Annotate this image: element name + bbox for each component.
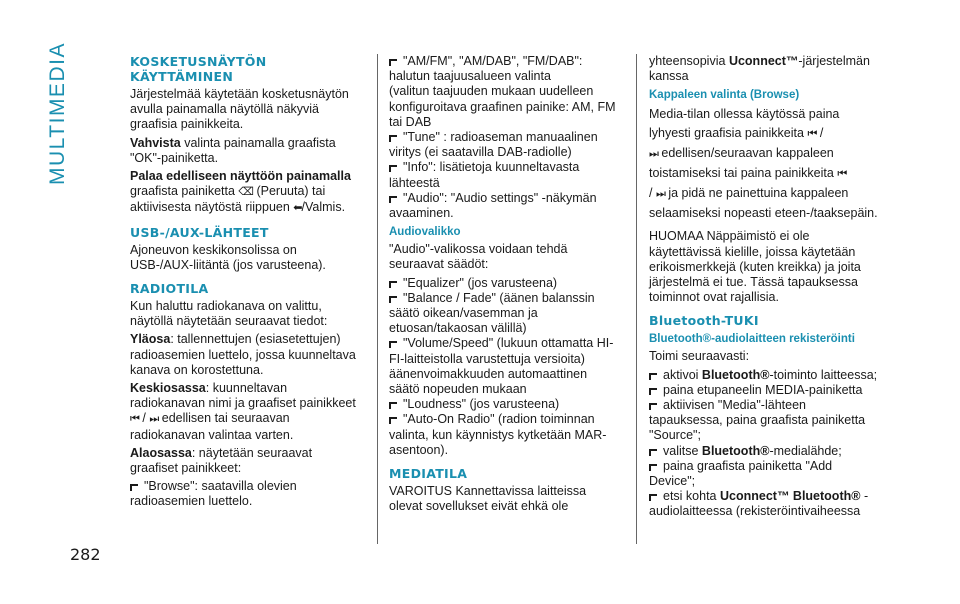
back-arrow-icon: ⬅ <box>293 202 302 215</box>
text-b6d: audiolaitteessa (rekisteröintivaiheessa <box>649 504 861 519</box>
text-b4c: -medialähde; <box>769 443 842 458</box>
list-item <box>389 191 621 221</box>
text-k2: edellisen/seuraavan kappaleen <box>661 146 834 161</box>
heading-kappaleen: Kappaleen valinta (Browse) <box>649 89 800 102</box>
bullet-mark-icon <box>389 133 399 142</box>
bullet-mark-icon <box>649 401 659 410</box>
list-item <box>649 368 881 383</box>
label-keskiosa: Keskiosassa <box>130 381 206 396</box>
list-item <box>389 130 621 160</box>
backspace-icon: ⌫ <box>238 186 253 199</box>
paragraph-varoitus: VAROITUS Kannettavissa laitteissa olevat sovellukset eivät ehkä ole <box>389 484 587 514</box>
text-tune: "Tune" : radioaseman manuaalinen viritys (ei saatavilla DAB-radiolle) <box>389 130 598 160</box>
paragraph-huomaa: HUOMAA Näppäimistö ei ole käytettävissä kielille, joissa käytetään erikoismerkkejä (kuten kreikka) ja joita järjestelmä ei tue. Tässä tapauksessa toiminnot ovat rajallisia. <box>649 229 861 305</box>
text-audio: "Audio": "Audio settings" -näkymän avaaminen. <box>389 190 597 221</box>
text-compat-1: yhteensopivia <box>649 54 726 68</box>
skip-next-icon: ⏭ <box>655 188 665 201</box>
page-number: 282 <box>70 545 101 564</box>
paragraph-keskiosa <box>130 381 362 443</box>
text-slash: / <box>819 126 824 141</box>
text-browse: "Browse": saatavilla olevien radioasemien luettelo. <box>130 479 297 509</box>
paragraph-ylaosa <box>130 332 362 378</box>
paragraph-radio: Kun haluttu radiokanava on valittu, näytöllä näytetään seuraavat tiedot: <box>130 299 328 329</box>
text-balance: "Balance / Fade" (äänen balanssin säätö oikean/vasemman ja etuosan/takaosan välillä) <box>389 290 595 336</box>
list-item <box>130 479 362 509</box>
skip-next-icon: ⏭ <box>149 413 159 426</box>
text-palaa-2: (Peruuta) tai aktiivisesta näytöstä riippuen <box>130 184 326 215</box>
text-slash: / <box>649 186 653 201</box>
bullet-mark-icon <box>389 400 399 409</box>
paragraph-compat <box>649 54 881 84</box>
column-2 <box>389 54 621 517</box>
bullet-mark-icon <box>389 339 399 348</box>
bullet-mark-icon <box>649 492 659 501</box>
paragraph-audio: "Audio"-valikossa voidaan tehdä seuraavat säädöt: <box>389 242 568 272</box>
text-b4b: Bluetooth® <box>701 443 770 458</box>
label-alaosa: Alaosassa <box>130 445 192 460</box>
list-item <box>389 54 621 130</box>
paragraph-browse <box>649 105 881 223</box>
paragraph-touchscreen: Järjestelmää käytetään kosketusnäytön avulla painamalla näytöllä näkyviä graafisia painikkeita. <box>130 87 349 132</box>
text-keskiosa-2: edellisen tai seuraavan radiokanavan valintaa varten. <box>130 411 294 442</box>
text-b3: aktiivisen "Media"-lähteen tapauksessa, paina graafista painiketta "Source"; <box>649 398 866 443</box>
list-item <box>389 276 621 291</box>
paragraph-toimi: Toimi seuraavasti: <box>649 349 750 364</box>
text-alaosa: : näytetään seuraavat graafiset painikkeet: <box>130 445 313 476</box>
text-am-fm-2: (valitun taajuuden mukaan uudelleen konfiguroitava graafinen painike: AM, FM tai DAB <box>389 84 616 129</box>
bullet-mark-icon <box>649 447 659 456</box>
text-info: "Info": lisätietoja kuunneltavasta lähteestä <box>389 160 580 190</box>
text-k1: Media-tilan ollessa käytössä paina lyhyesti graafisia painikkeita <box>649 107 840 141</box>
text-auto-on: "Auto-On Radio" (radion toiminnan valinta, kun käynnistys kytketään MAR-asentoon). <box>389 412 607 457</box>
list-item <box>649 444 881 459</box>
bullet-mark-icon <box>389 163 399 172</box>
list-item <box>389 336 621 397</box>
text-volume: "Volume/Speed" (lukuun ottamatta HI-FI-laitteistolla varustettuja versioita) äänenvoimakkuuden automaattinen säätö nopeuden mukaan <box>389 336 614 397</box>
text-b4a: valitse <box>663 443 699 458</box>
list-item <box>389 291 621 337</box>
section-side-label: MULTIMEDIA <box>46 42 69 185</box>
list-item <box>649 459 881 489</box>
text-slash: / <box>142 411 146 426</box>
list-item <box>389 397 621 412</box>
text-compat-2: -järjestelmän kanssa <box>649 54 870 84</box>
heading-audiovalikko: Audiovalikko <box>389 226 461 239</box>
text-equalizer: "Equalizer" (jos varusteena) <box>403 275 558 290</box>
list-item <box>649 383 881 398</box>
text-b5: paina graafista painiketta "Add Device"; <box>649 458 833 489</box>
bullet-mark-icon <box>389 415 399 424</box>
paragraph-palaa <box>130 169 362 217</box>
text-b2: paina etupaneelin MEDIA-painiketta <box>663 382 863 397</box>
text-palaa-3: /Valmis. <box>301 200 346 215</box>
text-b6a: etsi kohta <box>663 489 717 504</box>
heading-usb: USB-/AUX-LÄHTEET <box>130 224 269 240</box>
text-loudness: "Loudness" (jos varusteena) <box>403 397 560 412</box>
bullet-mark-icon <box>389 194 399 203</box>
skip-previous-icon: ⏮ <box>807 128 817 141</box>
heading-media: MEDIATILA <box>389 466 468 482</box>
text-k3: toistamiseksi tai paina painikkeita <box>649 166 834 181</box>
column-3 <box>649 54 881 520</box>
list-item <box>649 398 881 444</box>
list-item <box>649 489 881 519</box>
heading-radio: RADIOTILA <box>130 281 209 297</box>
column-divider <box>636 54 637 544</box>
list-item <box>389 160 621 190</box>
label-palaa: Palaa edelliseen näyttöön painamalla <box>130 169 351 184</box>
column-divider <box>377 54 378 544</box>
paragraph-alaosa <box>130 446 362 476</box>
text-b1b: Bluetooth® <box>701 367 770 382</box>
bullet-mark-icon <box>130 482 140 491</box>
text-keskiosa-1: : kuunneltavan radiokanavan nimi ja graafiset painikkeet <box>130 381 356 411</box>
heading-bluetooth: Bluetooth-TUKI <box>649 313 759 329</box>
skip-previous-icon: ⏮ <box>130 413 139 426</box>
column-1 <box>130 54 362 510</box>
paragraph-vahvista <box>130 136 362 166</box>
skip-previous-icon: ⏮ <box>837 168 847 181</box>
text-ylaosa: : tallennettujen (esiasetettujen) radioasemien luettelo, jossa kuunneltava kanava on korostettuna. <box>130 332 356 377</box>
bullet-mark-icon <box>649 462 659 471</box>
heading-touchscreen: KOSKETUSNÄYTÖN KÄYTTÄMINEN <box>130 54 267 84</box>
text-b1a: aktivoi <box>663 367 699 382</box>
paragraph-usb: Ajoneuvon keskikonsolissa on USB-/AUX-liitäntä (jos varusteena). <box>130 242 326 272</box>
bullet-mark-icon <box>389 279 399 288</box>
label-vahvista: Vahvista <box>130 135 181 150</box>
bullet-mark-icon <box>649 371 659 380</box>
text-am-fm: "AM/FM", "AM/DAB", "FM/DAB": halutun taajuusalueen valinta <box>389 54 583 84</box>
text-vahvista: valinta painamalla graafista "OK"-painiketta. <box>130 135 336 165</box>
label-ylaosa: Yläosa <box>130 332 171 347</box>
text-uconnect: Uconnect™ <box>728 54 799 68</box>
list-item <box>389 412 621 458</box>
bullet-mark-icon <box>389 57 399 66</box>
text-k5: ja pidä ne painettuina kappaleen selaamiseksi nopeasti eteen-/taaksepäin. <box>649 186 878 221</box>
text-palaa-1: graafista painiketta <box>130 184 235 199</box>
skip-next-icon: ⏭ <box>649 148 658 161</box>
text-b1c: -toiminto laitteessa; <box>769 367 878 382</box>
heading-bt-register: Bluetooth®-audiolaitteen rekisteröinti <box>649 333 855 346</box>
text-b6c: - <box>863 489 869 504</box>
bullet-mark-icon <box>649 386 659 395</box>
bullet-mark-icon <box>389 294 399 303</box>
text-b6b: Uconnect™ Bluetooth® <box>720 489 861 504</box>
